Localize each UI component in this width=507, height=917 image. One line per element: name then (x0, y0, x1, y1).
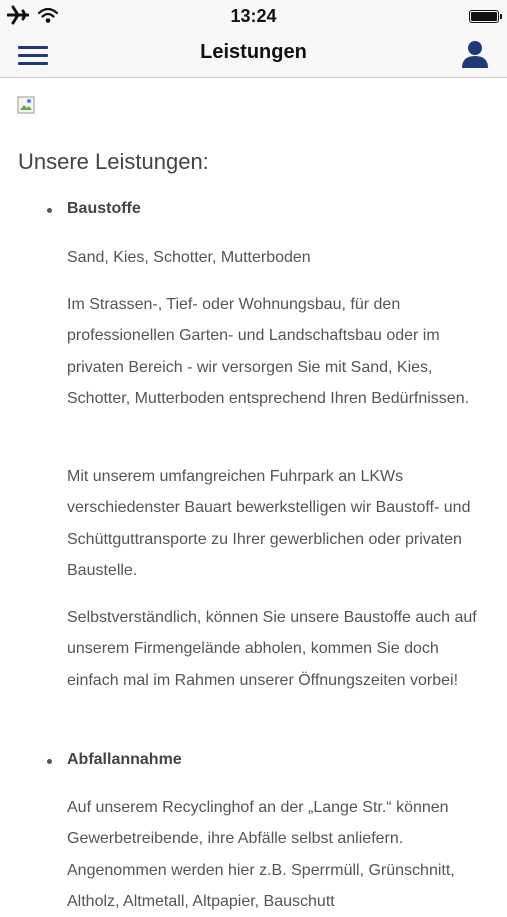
battery-icon (469, 10, 499, 23)
page-title: Leistungen (200, 41, 307, 63)
paragraph: Auf unserem Recyclinghof an der „Lange Str.“ können Gewerbetreibende, ihre Abfälle selbst anliefern. Angenommen werden hier z.B. Sperrmüll, Grünschnitt, Altholz, Altmetall, Altpapier, Bauschutt (67, 799, 455, 910)
bullet (47, 208, 52, 213)
navigation-bar (0, 34, 507, 78)
bullet (47, 759, 52, 764)
section-title: Baustoffe (67, 200, 141, 217)
paragraph: Im Strassen-, Tief- oder Wohnungsbau, für den professionellen Garten- und Landschaftsbau oder im privaten Bereich - wir versorgen Sie mit Sand, Kies, Schotter, Mutterboden entsprechend Ihren Bedürfnissen. (67, 296, 470, 407)
paragraph: Sand, Kies, Schotter, Mutterboden (67, 249, 311, 266)
status-time: 13:24 (230, 6, 277, 26)
status-bar (0, 0, 507, 34)
user-icon[interactable] (459, 38, 491, 70)
section-title: Abfallannahme (67, 751, 182, 768)
paragraph: Mit unserem umfangreichen Fuhrpark an LKWs verschiedenster Bauart bewerkstelligen wir Baustoff- und Schüttguttransporte zu Ihrer gewerblichen oder privaten Baustelle. (67, 468, 471, 579)
paragraph: Selbstverständlich, können Sie unsere Baustoffe auch auf unserem Firmengelände abholen, kommen Sie doch einfach mal im Rahmen unserer Öffnungszeiten vorbei! (67, 609, 477, 689)
page-heading: Unsere Leistungen: (18, 149, 209, 174)
broken-image-icon (17, 96, 37, 116)
